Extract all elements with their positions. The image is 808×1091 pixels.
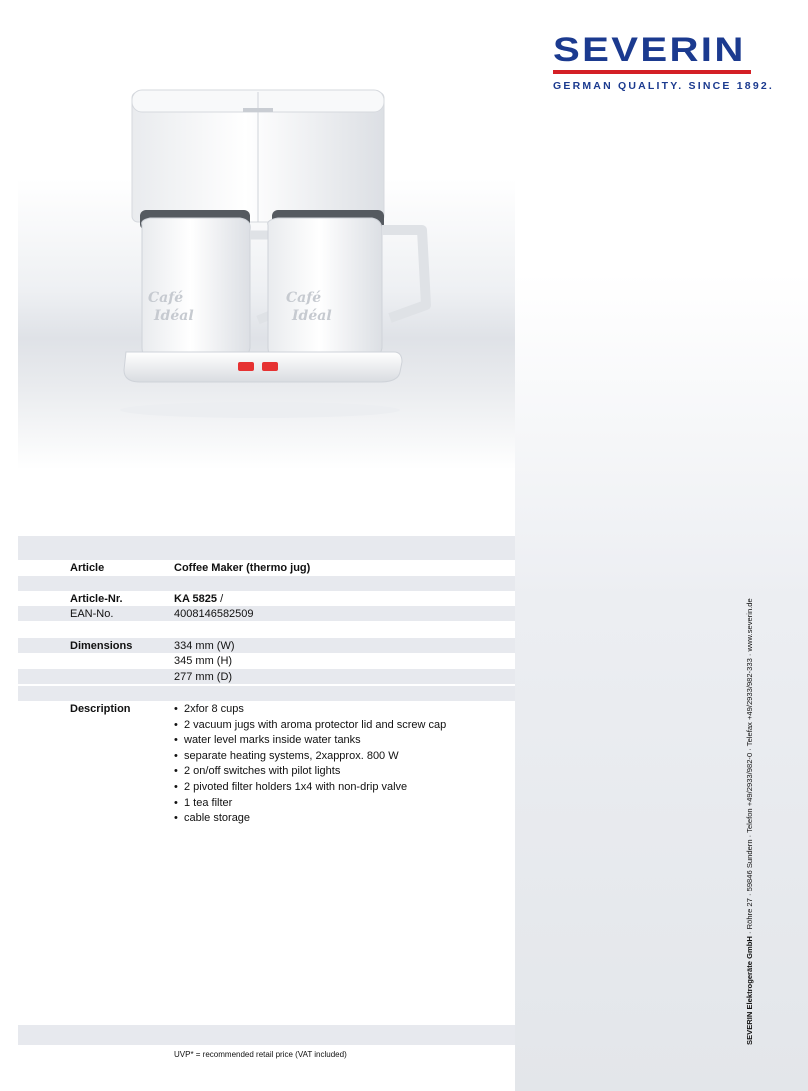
logo-red-bar [553, 70, 751, 74]
description-item: • water level marks inside water tanks [174, 733, 446, 749]
company-details: · Röhre 27 · 59846 Sundern · Telefon +49/2933/982-0 · Telefax +49/2933/982-333 · www.severin.de [745, 598, 754, 937]
description-item: • separate heating systems, 2xapprox. 800 W [174, 749, 446, 765]
jug-right-brand-text-2: Idéal [292, 308, 332, 324]
band-6 [18, 686, 515, 701]
description-item: • 1 tea filter [174, 796, 446, 812]
description-item: • 2xfor 8 cups [174, 702, 446, 718]
switch-right-light [262, 362, 278, 371]
article-nr-value: KA 5825 [174, 593, 218, 605]
description-list [174, 702, 446, 827]
band-2 [18, 576, 515, 591]
dimension-width: 334 mm (W) [174, 640, 235, 652]
band-5 [18, 669, 515, 684]
logo-wordmark: SEVERIN [553, 31, 746, 69]
ean-value: 4008146582509 [174, 608, 254, 620]
dimension-depth: 277 mm (D) [174, 671, 233, 683]
company-address [745, 598, 754, 1045]
article-nr-suffix: / [217, 593, 224, 605]
article-value: Coffee Maker (thermo jug) [174, 562, 311, 574]
company-name: SEVERIN Elektrogeräte GmbH [745, 936, 754, 1045]
description-item: • 2 on/off switches with pilot lights [174, 764, 446, 780]
description-item: • cable storage [174, 811, 446, 827]
ean-label: EAN-No. [70, 608, 114, 620]
logo-tagline: GERMAN QUALITY. SINCE 1892. [553, 80, 775, 92]
dimension-height: 345 mm (H) [174, 655, 233, 667]
dimensions-label: Dimensions [70, 640, 133, 652]
severin-logo [553, 31, 775, 92]
footer-note: UVP* = recommended retail price (VAT included) [174, 1050, 347, 1059]
coffee-maker-image [110, 80, 440, 420]
description-item: • 2 pivoted filter holders 1x4 with non-drip valve [174, 780, 446, 796]
jug-left-brand-text-2: Idéal [154, 308, 194, 324]
switch-left-light [238, 362, 254, 371]
jug-right-brand-text: Café [286, 290, 322, 306]
description-label: Description [70, 703, 131, 715]
description-item: • 2 vacuum jugs with aroma protector lid and screw cap [174, 718, 446, 734]
article-label: Article [70, 562, 105, 574]
article-nr-label: Article-Nr. [70, 593, 123, 605]
table-header-band [18, 536, 515, 560]
right-side-panel [515, 0, 808, 1091]
jug-left-brand-text: Café [148, 290, 184, 306]
article-nr-value-wrap [174, 593, 223, 605]
bottom-band [18, 1025, 515, 1045]
